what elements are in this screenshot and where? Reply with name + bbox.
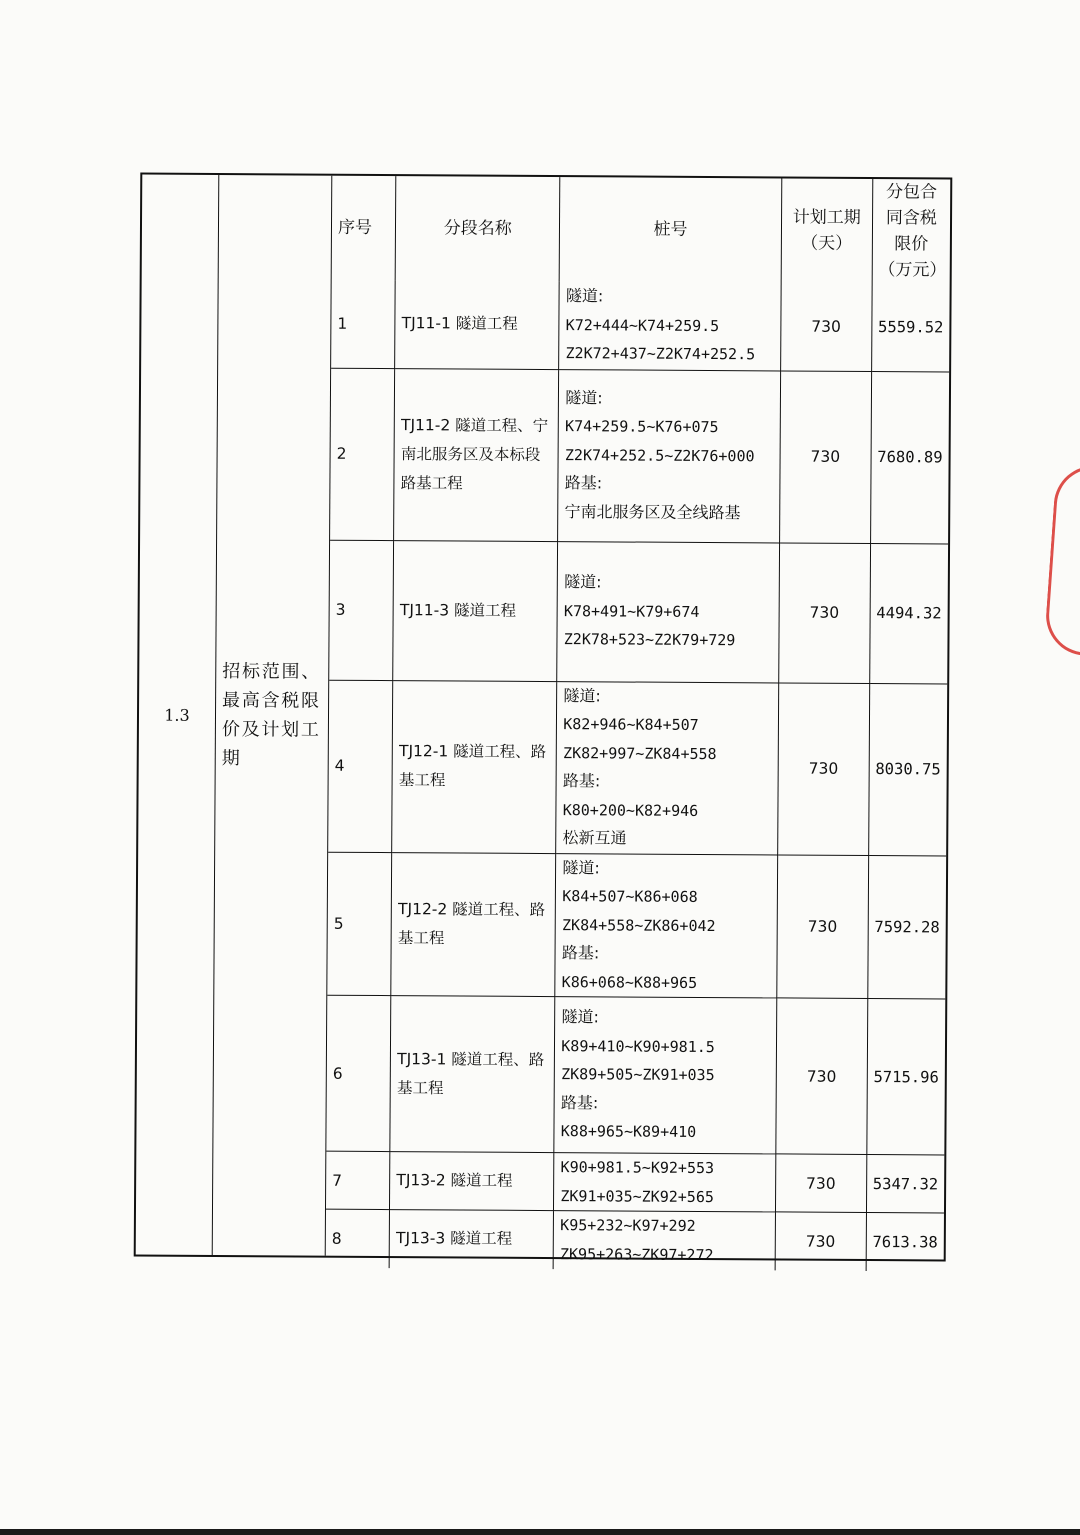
- table-row: [330, 368, 949, 544]
- row-index: 8: [326, 1209, 390, 1267]
- stake-line: K78+491~K79+674: [563, 601, 700, 621]
- header-name: 分段名称: [395, 176, 560, 281]
- table-body: [326, 280, 950, 1271]
- row-price: 7613.38: [866, 1212, 944, 1270]
- row-stake: [557, 541, 779, 682]
- row-stake: [559, 281, 781, 370]
- row-price: 4494.32: [869, 543, 948, 683]
- table-row: [326, 995, 945, 1155]
- row-stake: [558, 369, 781, 542]
- table-row: [331, 280, 950, 372]
- row-days: 730: [779, 542, 871, 683]
- stake-line: ZK82+997~ZK84+558: [563, 743, 717, 763]
- table-row: [328, 680, 947, 856]
- row-days: 730: [775, 1154, 866, 1213]
- row-price: 5347.32: [866, 1154, 944, 1212]
- table-header-row: [332, 176, 951, 284]
- section-title-cell: [213, 175, 333, 1256]
- row-section-name: TJ12-2 隧道工程、路基工程: [391, 852, 556, 996]
- stake-line: 隧道:: [564, 572, 602, 592]
- stake-line: K86+068~K88+965: [561, 972, 698, 992]
- row-section-name: TJ11-1 隧道工程: [395, 280, 560, 369]
- header-price: 分包合同含税限价（万元）: [872, 179, 950, 283]
- stake-line: K88+965~K89+410: [560, 1122, 697, 1142]
- table-row: [327, 852, 946, 999]
- header-stake: 桩号: [559, 177, 781, 282]
- stake-line: 宁南北服务区及全线路基: [564, 501, 741, 522]
- row-days: 730: [775, 1212, 866, 1271]
- table-row: [326, 1209, 944, 1271]
- table-row: [329, 540, 948, 684]
- stake-line: 路基:: [561, 943, 600, 963]
- section-number: 1.3: [136, 175, 220, 1255]
- stake-line: ZK89+505~ZK91+035: [561, 1065, 715, 1085]
- row-index: 2: [330, 368, 395, 540]
- row-stake: [554, 997, 776, 1154]
- row-price: 8030.75: [868, 683, 947, 855]
- row-section-name: TJ13-1 隧道工程、路基工程: [390, 996, 555, 1153]
- row-price: 7680.89: [870, 371, 949, 543]
- row-days: 730: [776, 998, 868, 1155]
- row-stake: [556, 681, 779, 854]
- stake-line: ZK95+263~ZK97+272: [559, 1244, 714, 1264]
- row-section-name: TJ13-3 隧道工程: [389, 1210, 553, 1269]
- row-days: 730: [779, 370, 871, 543]
- row-price: 7592.28: [867, 855, 946, 999]
- row-index: 7: [326, 1151, 390, 1209]
- stake-line: ZK84+558~ZK86+042: [561, 915, 716, 935]
- stake-line: 隧道:: [562, 857, 600, 877]
- row-stake: [554, 1153, 776, 1212]
- red-seal-stamp: [1043, 463, 1080, 657]
- stake-line: K80+200~K82+946: [562, 800, 699, 820]
- bid-sections-table-wrapper: [326, 176, 951, 1264]
- bid-sections-table: [326, 176, 951, 1271]
- stake-line: K84+507~K86+068: [562, 887, 698, 906]
- row-days: 730: [777, 854, 869, 998]
- stake-line: K90+981.5~K92+553: [560, 1158, 715, 1178]
- stake-line: K74+259.5~K76+075: [565, 417, 719, 437]
- row-price: 5559.52: [871, 283, 949, 371]
- stake-line: 路基:: [560, 1092, 599, 1113]
- row-stake: [553, 1211, 775, 1270]
- header-index: 序号: [332, 176, 396, 280]
- section-table: [134, 173, 953, 1262]
- header-days: 计划工期（天）: [781, 178, 873, 283]
- row-index: 3: [329, 540, 394, 680]
- row-index: 1: [331, 280, 395, 368]
- row-section-name: TJ13-2 隧道工程: [390, 1152, 554, 1211]
- stake-line: 路基:: [562, 771, 601, 791]
- row-days: 730: [777, 682, 869, 855]
- stake-line: 隧道:: [561, 1007, 599, 1027]
- row-section-name: TJ11-2 隧道工程、宁南北服务区及本标段路基工程: [394, 368, 559, 541]
- row-stake: [555, 853, 777, 998]
- section-title: 招标范围、最高含税限价及计划工期: [221, 661, 321, 770]
- stake-line: 隧道:: [565, 286, 604, 306]
- row-days: 730: [780, 282, 871, 371]
- stake-line: 隧道:: [565, 387, 603, 408]
- stake-line: ZK91+035~ZK92+565: [560, 1186, 714, 1206]
- row-index: 6: [326, 995, 391, 1151]
- stake-line: K72+444~K74+259.5: [565, 315, 720, 335]
- row-section-name: TJ12-1 隧道工程、路基工程: [392, 680, 557, 853]
- stake-line: 隧道:: [563, 685, 601, 705]
- stake-line: 松新互通: [562, 828, 627, 848]
- stake-line: K89+410~K90+981.5: [561, 1036, 715, 1056]
- stake-line: K82+946~K84+507: [563, 715, 699, 734]
- table-row: [326, 1151, 944, 1213]
- row-index: 4: [328, 680, 393, 852]
- stake-line: Z2K78+523~Z2K79+729: [563, 630, 736, 650]
- stake-line: Z2K72+437~Z2K74+252.5: [565, 344, 756, 364]
- stake-line: K95+232~K97+292: [560, 1216, 696, 1236]
- scan-edge: [0, 1529, 1080, 1535]
- stake-line: Z2K74+252.5~Z2K76+000: [564, 445, 755, 466]
- row-price: 5715.96: [867, 998, 946, 1154]
- row-index: 5: [327, 852, 392, 996]
- row-section-name: TJ11-3 隧道工程: [393, 540, 558, 681]
- stake-line: 路基:: [564, 473, 603, 493]
